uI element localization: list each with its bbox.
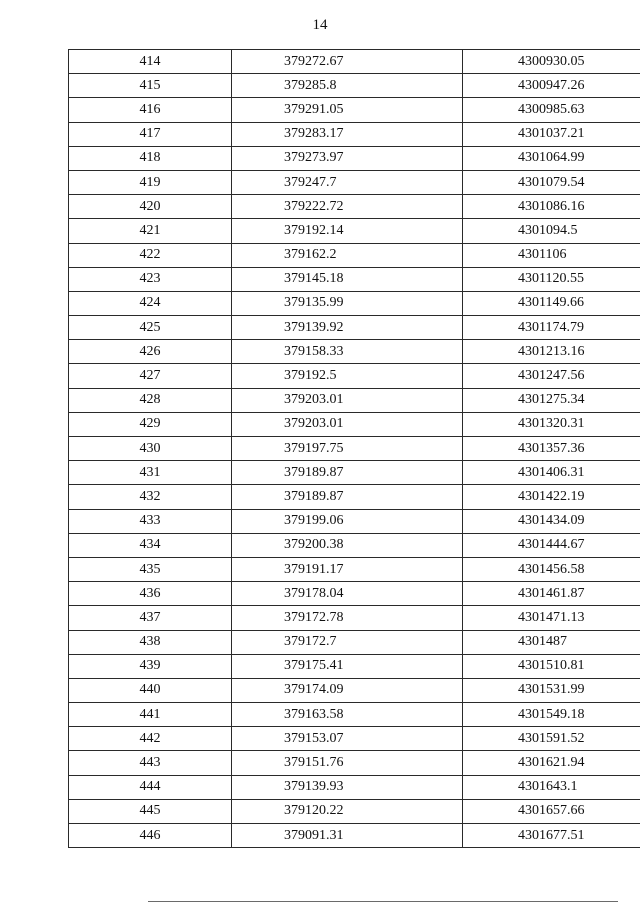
- x-coordinate-cell: 379222.72: [232, 195, 463, 219]
- y-coordinate-cell: 4301510.81: [463, 654, 640, 678]
- y-coordinate-cell: 4301094.5: [463, 219, 640, 243]
- table-row: [69, 195, 640, 219]
- point-number-cell: 429: [69, 412, 232, 436]
- point-number-cell: 424: [69, 291, 232, 315]
- point-number-cell: 418: [69, 146, 232, 170]
- table-row: [69, 291, 640, 315]
- point-number-cell: 425: [69, 316, 232, 340]
- point-number-cell: 419: [69, 170, 232, 194]
- y-coordinate-cell: 4301422.19: [463, 485, 640, 509]
- table-row: [69, 606, 640, 630]
- point-number-cell: 423: [69, 267, 232, 291]
- point-number-cell: 446: [69, 824, 232, 848]
- table-row: [69, 582, 640, 606]
- table-row: [69, 74, 640, 98]
- coordinates-table-body: [69, 50, 640, 848]
- y-coordinate-cell: 4301657.66: [463, 799, 640, 823]
- table-row: [69, 98, 640, 122]
- x-coordinate-cell: 379192.14: [232, 219, 463, 243]
- point-number-cell: 431: [69, 461, 232, 485]
- table-row: [69, 364, 640, 388]
- y-coordinate-cell: 4301531.99: [463, 678, 640, 702]
- y-coordinate-cell: 4300947.26: [463, 74, 640, 98]
- x-coordinate-cell: 379158.33: [232, 340, 463, 364]
- x-coordinate-cell: 379189.87: [232, 461, 463, 485]
- table-row: [69, 267, 640, 291]
- x-coordinate-cell: 379203.01: [232, 388, 463, 412]
- x-coordinate-cell: 379135.99: [232, 291, 463, 315]
- table-row: [69, 751, 640, 775]
- bottom-divider: [148, 901, 618, 902]
- x-coordinate-cell: 379203.01: [232, 412, 463, 436]
- point-number-cell: 430: [69, 437, 232, 461]
- point-number-cell: 432: [69, 485, 232, 509]
- table-row: [69, 630, 640, 654]
- table-row: [69, 437, 640, 461]
- x-coordinate-cell: 379272.67: [232, 50, 463, 74]
- x-coordinate-cell: 379247.7: [232, 170, 463, 194]
- point-number-cell: 427: [69, 364, 232, 388]
- y-coordinate-cell: 4301591.52: [463, 727, 640, 751]
- y-coordinate-cell: 4301120.55: [463, 267, 640, 291]
- y-coordinate-cell: 4301456.58: [463, 557, 640, 581]
- table-row: [69, 557, 640, 581]
- point-number-cell: 416: [69, 98, 232, 122]
- x-coordinate-cell: 379283.17: [232, 122, 463, 146]
- point-number-cell: 422: [69, 243, 232, 267]
- y-coordinate-cell: 4300985.63: [463, 98, 640, 122]
- y-coordinate-cell: 4301086.16: [463, 195, 640, 219]
- point-number-cell: 415: [69, 74, 232, 98]
- x-coordinate-cell: 379285.8: [232, 74, 463, 98]
- y-coordinate-cell: 4301079.54: [463, 170, 640, 194]
- table-row: [69, 654, 640, 678]
- point-number-cell: 434: [69, 533, 232, 557]
- x-coordinate-cell: 379162.2: [232, 243, 463, 267]
- point-number-cell: 438: [69, 630, 232, 654]
- y-coordinate-cell: 4301149.66: [463, 291, 640, 315]
- y-coordinate-cell: 4301487: [463, 630, 640, 654]
- table-row: [69, 412, 640, 436]
- x-coordinate-cell: 379151.76: [232, 751, 463, 775]
- x-coordinate-cell: 379174.09: [232, 678, 463, 702]
- y-coordinate-cell: 4301106: [463, 243, 640, 267]
- table-row: [69, 146, 640, 170]
- y-coordinate-cell: 4301357.36: [463, 437, 640, 461]
- y-coordinate-cell: 4301461.87: [463, 582, 640, 606]
- table-row: [69, 775, 640, 799]
- table-row: [69, 799, 640, 823]
- table-row: [69, 727, 640, 751]
- x-coordinate-cell: 379291.05: [232, 98, 463, 122]
- x-coordinate-cell: 379172.78: [232, 606, 463, 630]
- table-row: [69, 824, 640, 848]
- point-number-cell: 420: [69, 195, 232, 219]
- table-row: [69, 533, 640, 557]
- y-coordinate-cell: 4301643.1: [463, 775, 640, 799]
- table-row: [69, 388, 640, 412]
- x-coordinate-cell: 379191.17: [232, 557, 463, 581]
- x-coordinate-cell: 379189.87: [232, 485, 463, 509]
- y-coordinate-cell: 4301037.21: [463, 122, 640, 146]
- point-number-cell: 426: [69, 340, 232, 364]
- point-number-cell: 433: [69, 509, 232, 533]
- point-number-cell: 444: [69, 775, 232, 799]
- point-number-cell: 435: [69, 557, 232, 581]
- y-coordinate-cell: 4300930.05: [463, 50, 640, 74]
- y-coordinate-cell: 4301213.16: [463, 340, 640, 364]
- table-row: [69, 243, 640, 267]
- y-coordinate-cell: 4301275.34: [463, 388, 640, 412]
- point-number-cell: 441: [69, 703, 232, 727]
- x-coordinate-cell: 379163.58: [232, 703, 463, 727]
- x-coordinate-cell: 379145.18: [232, 267, 463, 291]
- y-coordinate-cell: 4301064.99: [463, 146, 640, 170]
- table-row: [69, 703, 640, 727]
- y-coordinate-cell: 4301471.13: [463, 606, 640, 630]
- x-coordinate-cell: 379192.5: [232, 364, 463, 388]
- y-coordinate-cell: 4301444.67: [463, 533, 640, 557]
- y-coordinate-cell: 4301677.51: [463, 824, 640, 848]
- y-coordinate-cell: 4301406.31: [463, 461, 640, 485]
- table-row: [69, 50, 640, 74]
- x-coordinate-cell: 379273.97: [232, 146, 463, 170]
- x-coordinate-cell: 379199.06: [232, 509, 463, 533]
- table-row: [69, 485, 640, 509]
- coordinates-table: [68, 49, 640, 848]
- point-number-cell: 417: [69, 122, 232, 146]
- x-coordinate-cell: 379120.22: [232, 799, 463, 823]
- table-row: [69, 678, 640, 702]
- table-row: [69, 316, 640, 340]
- page-number: 14: [312, 17, 328, 33]
- table-row: [69, 340, 640, 364]
- table-row: [69, 219, 640, 243]
- y-coordinate-cell: 4301174.79: [463, 316, 640, 340]
- x-coordinate-cell: 379197.75: [232, 437, 463, 461]
- x-coordinate-cell: 379091.31: [232, 824, 463, 848]
- x-coordinate-cell: 379178.04: [232, 582, 463, 606]
- point-number-cell: 436: [69, 582, 232, 606]
- x-coordinate-cell: 379139.92: [232, 316, 463, 340]
- y-coordinate-cell: 4301549.18: [463, 703, 640, 727]
- x-coordinate-cell: 379172.7: [232, 630, 463, 654]
- x-coordinate-cell: 379153.07: [232, 727, 463, 751]
- point-number-cell: 437: [69, 606, 232, 630]
- table-row: [69, 170, 640, 194]
- point-number-cell: 445: [69, 799, 232, 823]
- y-coordinate-cell: 4301247.56: [463, 364, 640, 388]
- point-number-cell: 421: [69, 219, 232, 243]
- point-number-cell: 414: [69, 50, 232, 74]
- table-row: [69, 509, 640, 533]
- point-number-cell: 440: [69, 678, 232, 702]
- point-number-cell: 428: [69, 388, 232, 412]
- x-coordinate-cell: 379200.38: [232, 533, 463, 557]
- table-row: [69, 122, 640, 146]
- table-row: [69, 461, 640, 485]
- x-coordinate-cell: 379175.41: [232, 654, 463, 678]
- y-coordinate-cell: 4301434.09: [463, 509, 640, 533]
- point-number-cell: 443: [69, 751, 232, 775]
- y-coordinate-cell: 4301320.31: [463, 412, 640, 436]
- y-coordinate-cell: 4301621.94: [463, 751, 640, 775]
- point-number-cell: 442: [69, 727, 232, 751]
- x-coordinate-cell: 379139.93: [232, 775, 463, 799]
- point-number-cell: 439: [69, 654, 232, 678]
